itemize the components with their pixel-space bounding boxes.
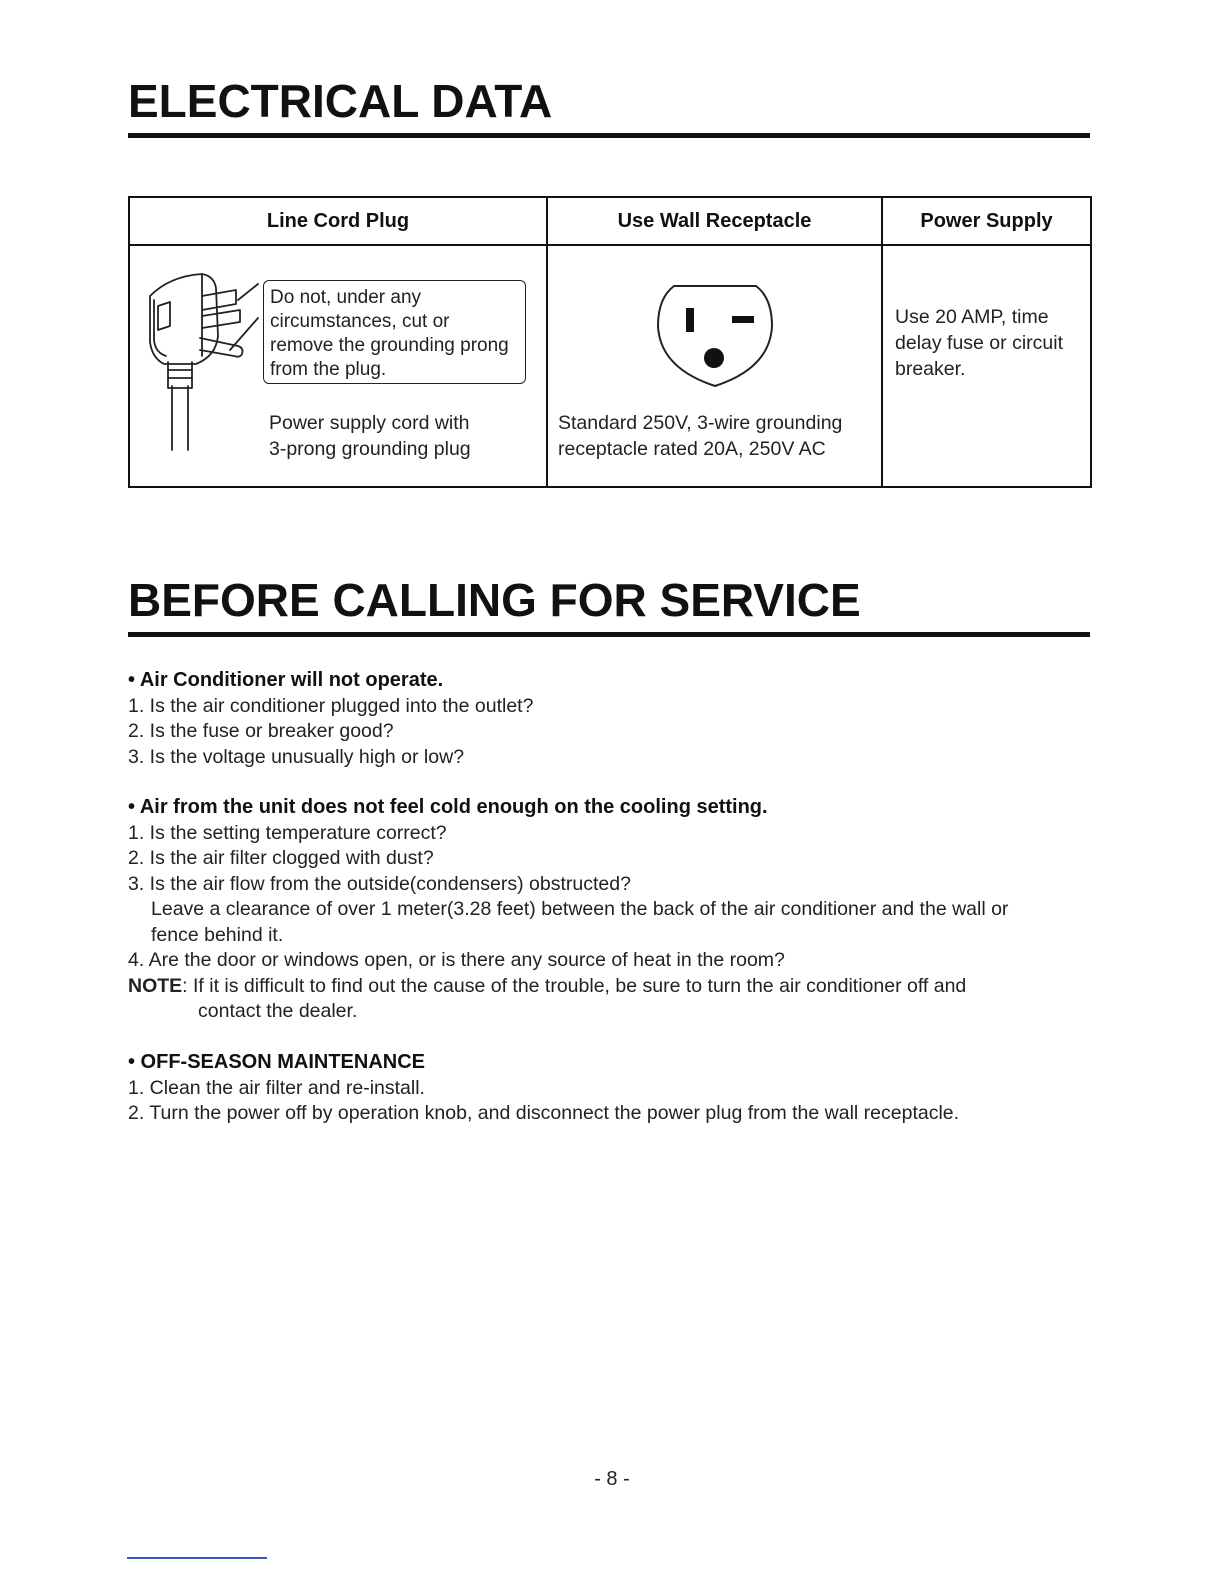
- title-rule: [128, 632, 1090, 637]
- plug-warning-line: from the plug.: [270, 359, 387, 380]
- electrical-data-table: [128, 196, 1092, 488]
- section-not-cold-enough: [128, 795, 1108, 1025]
- plug-cell: [130, 246, 546, 486]
- power-supply-text: Use 20 AMP, time delay fuse or circuit breaker.: [895, 306, 1063, 380]
- header-power-supply: Power Supply: [882, 197, 1091, 245]
- list-item: 4. Are the door or windows open, or is there any source of heat in the room?: [128, 949, 785, 971]
- list-item: 2. Turn the power off by operation knob, and disconnect the power plug from the wall receptacle.: [128, 1102, 960, 1124]
- list-item: 1. Is the air conditioner plugged into the outlet?: [128, 694, 534, 717]
- list-item-detail: Leave a clearance of over 1 meter(3.28 feet) between the back of the air conditioner and the wall or: [151, 898, 1009, 920]
- page-number: - 8 -: [594, 1468, 630, 1490]
- grounding-plug-icon: [140, 266, 260, 456]
- receptacle-cell: [548, 246, 881, 486]
- power-supply-cell: [883, 246, 1090, 486]
- note-continuation: contact the dealer.: [198, 1000, 358, 1022]
- note-label: NOTE: [128, 974, 183, 997]
- note-text: : If it is difficult to find out the cause of the trouble, be sure to turn the air conditioner off and: [182, 974, 967, 997]
- list-item: 3. Is the air flow from the outside(condensers) obstructed?: [128, 872, 631, 895]
- section-will-not-operate: [128, 668, 1108, 770]
- header-line-cord-plug: Line Cord Plug: [129, 197, 547, 245]
- plug-caption: Power supply cord with 3-prong grounding plug: [269, 412, 471, 460]
- list-item: 2. Is the air filter clogged with dust?: [128, 847, 434, 869]
- section-off-season: [128, 1050, 1108, 1127]
- section-heading: • Air from the unit does not feel cold enough on the cooling setting.: [128, 796, 768, 818]
- plug-warning-line: circumstances, cut or: [270, 311, 450, 332]
- receptacle-caption: Standard 250V, 3-wire grounding receptacle rated 20A, 250V AC: [558, 412, 843, 460]
- title-rule: [128, 133, 1090, 138]
- list-item: 2. Is the fuse or breaker good?: [128, 720, 394, 742]
- wall-receptacle-icon: [652, 278, 778, 390]
- header-wall-receptacle: Use Wall Receptacle: [547, 197, 882, 245]
- plug-warning-line: Do not, under any: [270, 287, 422, 308]
- table-row: [129, 245, 1091, 487]
- table-header-row: [129, 197, 1091, 245]
- section-heading: • OFF-SEASON MAINTENANCE: [128, 1051, 426, 1073]
- plug-warning-box: [263, 280, 526, 384]
- electrical-data-title: ELECTRICAL DATA: [128, 75, 553, 127]
- section-heading: • Air Conditioner will not operate.: [128, 669, 444, 691]
- footer-line: [127, 1557, 267, 1559]
- list-item-detail: fence behind it.: [151, 923, 284, 946]
- service-title: BEFORE CALLING FOR SERVICE: [128, 574, 861, 626]
- list-item: 1. Is the setting temperature correct?: [128, 821, 447, 844]
- list-item: 1. Clean the air filter and re-install.: [128, 1076, 425, 1099]
- plug-warning-line: remove the grounding prong: [270, 335, 509, 356]
- list-item: 3. Is the voltage unusually high or low?: [128, 745, 465, 768]
- note: [128, 974, 1108, 1000]
